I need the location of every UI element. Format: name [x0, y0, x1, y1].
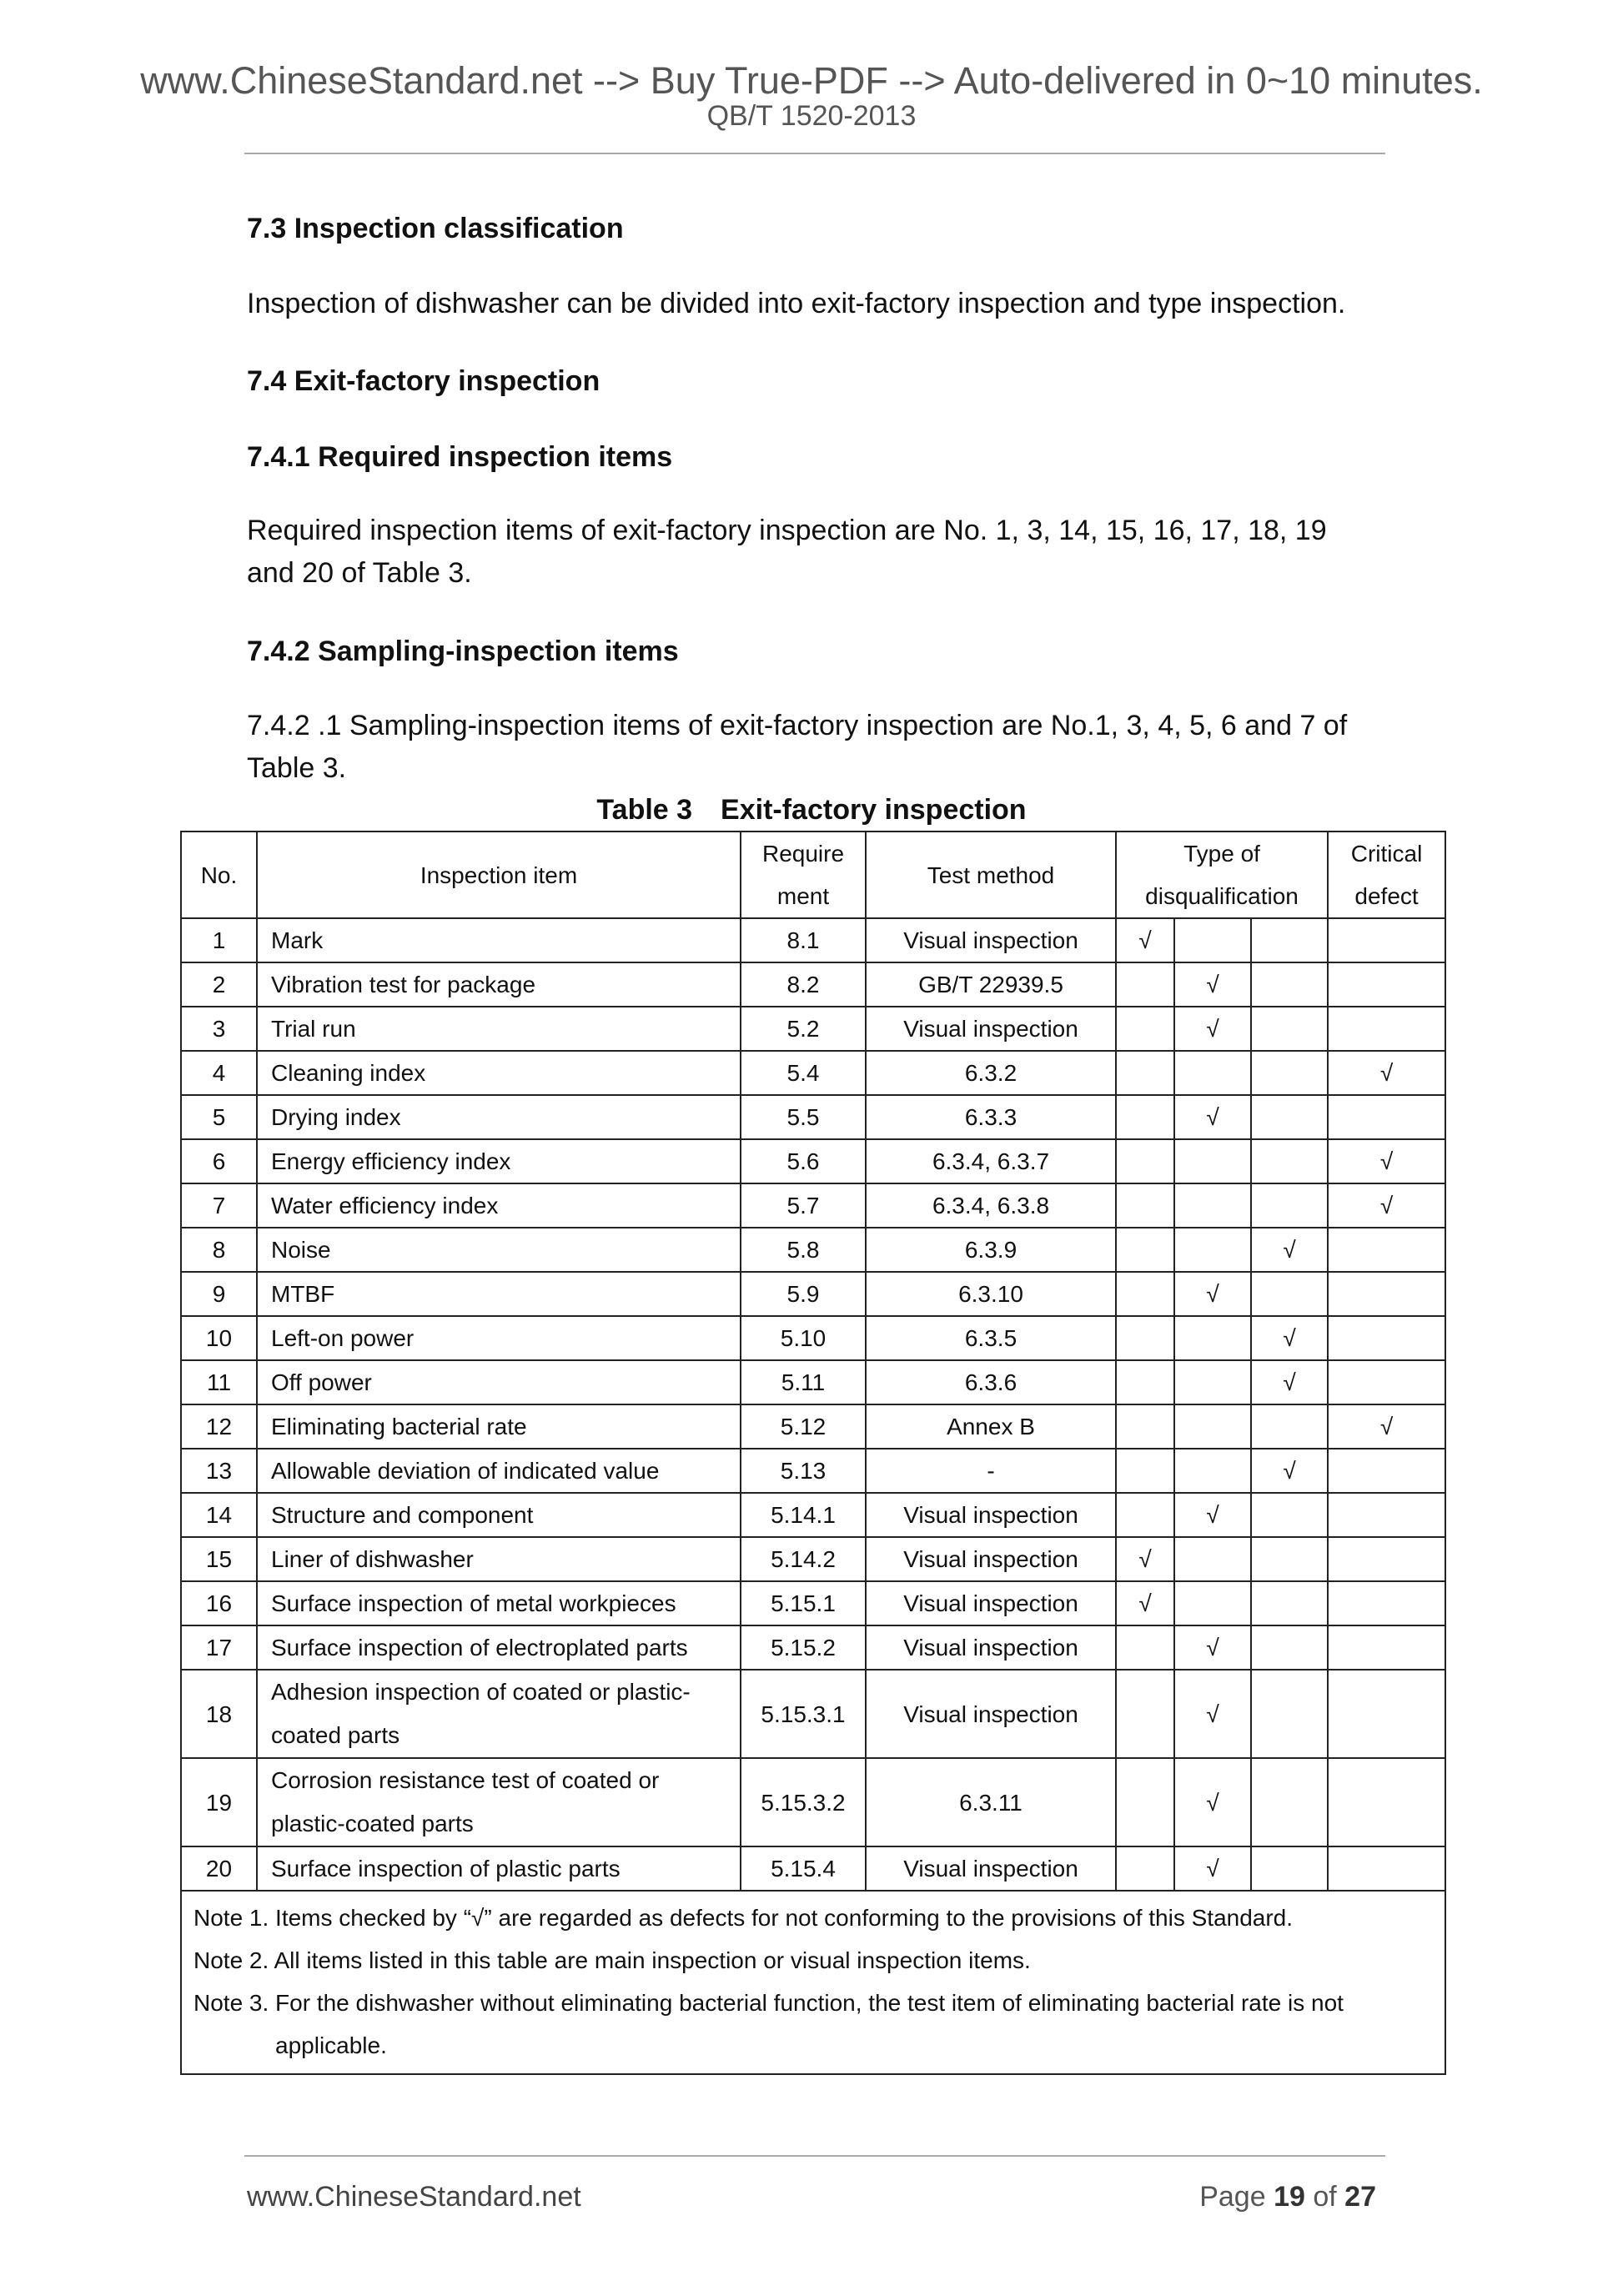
- table-row: [181, 1625, 1445, 1670]
- cell-disqualification-a: [1116, 1139, 1174, 1183]
- cell-disqualification-b: [1174, 918, 1251, 962]
- table-row: [181, 1404, 1445, 1449]
- cell-no: 12: [181, 1404, 257, 1449]
- cell-disqualification-b: √: [1174, 1095, 1251, 1139]
- cell-critical-defect: [1328, 918, 1445, 962]
- cell-disqualification-b: √: [1174, 1670, 1251, 1758]
- cell-test-method: 6.3.9: [866, 1228, 1116, 1272]
- cell-critical-defect: [1328, 1537, 1445, 1581]
- cell-inspection-item: Noise: [257, 1228, 741, 1272]
- cell-requirement: 5.2: [741, 1007, 866, 1051]
- cell-requirement: 5.14.1: [741, 1493, 866, 1537]
- cell-no: 2: [181, 962, 257, 1007]
- cell-test-method: 6.3.5: [866, 1316, 1116, 1360]
- cell-test-method: -: [866, 1449, 1116, 1493]
- cell-requirement: 5.14.2: [741, 1537, 866, 1581]
- cell-critical-defect: √: [1328, 1183, 1445, 1228]
- cell-critical-defect: [1328, 1758, 1445, 1846]
- cell-inspection-item: Off power: [257, 1360, 741, 1404]
- cell-disqualification-b: √: [1174, 1007, 1251, 1051]
- cell-disqualification-a: [1116, 1051, 1174, 1095]
- table-row: [181, 1316, 1445, 1360]
- cell-requirement: 5.15.3.1: [741, 1670, 866, 1758]
- cell-requirement: 5.10: [741, 1316, 866, 1360]
- table-row: [181, 1846, 1445, 1891]
- cell-no: 6: [181, 1139, 257, 1183]
- table-row: [181, 1139, 1445, 1183]
- table-row: [181, 1051, 1445, 1095]
- header-type-of-disqualification: [1116, 831, 1328, 918]
- cell-requirement: 5.8: [741, 1228, 866, 1272]
- paragraph-7-4-2-1: [247, 705, 1391, 790]
- cell-critical-defect: √: [1328, 1051, 1445, 1095]
- cell-disqualification-a: [1116, 1360, 1174, 1404]
- table-header-row: [181, 831, 1445, 918]
- cell-disqualification-c: √: [1251, 1316, 1328, 1360]
- note-2: Note 2. All items listed in this table are main inspection or visual inspection items.: [193, 1947, 1031, 1973]
- paragraph-7-4-1: [247, 510, 1391, 595]
- cell-inspection-item: MTBF: [257, 1272, 741, 1316]
- table-row: [181, 1758, 1445, 1846]
- cell-no: 17: [181, 1625, 257, 1670]
- cell-disqualification-c: [1251, 1272, 1328, 1316]
- cell-inspection-item: Left-on power: [257, 1316, 741, 1360]
- header-text: ment: [776, 883, 830, 909]
- cell-requirement: 5.12: [741, 1404, 866, 1449]
- cell-disqualification-a: [1116, 1493, 1174, 1537]
- table-row: [181, 1360, 1445, 1404]
- cell-inspection-item: Trial run: [257, 1007, 741, 1051]
- cell-inspection-item: Surface inspection of plastic parts: [257, 1846, 741, 1891]
- table-row: [181, 1537, 1445, 1581]
- cell-inspection-item: Cleaning index: [257, 1051, 741, 1095]
- table-row: [181, 1272, 1445, 1316]
- cell-disqualification-a: [1116, 1449, 1174, 1493]
- cell-disqualification-b: √: [1174, 1846, 1251, 1891]
- cell-disqualification-b: [1174, 1228, 1251, 1272]
- table-row: [181, 962, 1445, 1007]
- cell-test-method: 6.3.3: [866, 1095, 1116, 1139]
- cell-requirement: 5.9: [741, 1272, 866, 1316]
- cell-test-method: Visual inspection: [866, 1670, 1116, 1758]
- note-3: Note 3. For the dishwasher without eliminating bacterial function, the test item of eliminating bacterial rate is not: [193, 1990, 1344, 2016]
- header-divider: [244, 153, 1385, 154]
- cell-disqualification-a: √: [1116, 918, 1174, 962]
- cell-disqualification-c: [1251, 1537, 1328, 1581]
- cell-disqualification-a: [1116, 1183, 1174, 1228]
- cell-critical-defect: [1328, 1493, 1445, 1537]
- cell-no: 18: [181, 1670, 257, 1758]
- page-number: [1199, 2181, 1376, 2213]
- cell-critical-defect: [1328, 1449, 1445, 1493]
- cell-no: 19: [181, 1758, 257, 1846]
- cell-inspection-item: [257, 1670, 741, 1758]
- cell-inspection-item: Structure and component: [257, 1493, 741, 1537]
- paragraph-line: Required inspection items of exit-factory inspection are No. 1, 3, 14, 15, 16, 17, 18, 19: [247, 515, 1327, 546]
- cell-disqualification-a: [1116, 1316, 1174, 1360]
- cell-disqualification-b: [1174, 1139, 1251, 1183]
- page-label: Page: [1199, 2181, 1266, 2213]
- cell-disqualification-b: √: [1174, 962, 1251, 1007]
- cell-disqualification-a: [1116, 1095, 1174, 1139]
- cell-disqualification-a: [1116, 1625, 1174, 1670]
- cell-inspection-item: Energy efficiency index: [257, 1139, 741, 1183]
- cell-requirement: 5.15.3.2: [741, 1758, 866, 1846]
- cell-test-method: 6.3.6: [866, 1360, 1116, 1404]
- cell-disqualification-b: [1174, 1316, 1251, 1360]
- cell-requirement: 5.15.4: [741, 1846, 866, 1891]
- table-row: [181, 1670, 1445, 1758]
- header-text: Type of: [1183, 841, 1260, 867]
- cell-disqualification-c: [1251, 1493, 1328, 1537]
- cell-test-method: 6.3.2: [866, 1051, 1116, 1095]
- cell-test-method: Visual inspection: [866, 1846, 1116, 1891]
- cell-requirement: 5.7: [741, 1183, 866, 1228]
- header-text: disqualification: [1145, 883, 1299, 909]
- exit-factory-inspection-table: [180, 831, 1446, 2075]
- table-caption: Table 3 Exit-factory inspection: [596, 794, 1027, 826]
- header-critical-defect: [1328, 831, 1445, 918]
- cell-critical-defect: [1328, 1228, 1445, 1272]
- cell-disqualification-a: √: [1116, 1581, 1174, 1625]
- cell-requirement: 5.15.2: [741, 1625, 866, 1670]
- cell-disqualification-a: [1116, 1007, 1174, 1051]
- cell-critical-defect: [1328, 1625, 1445, 1670]
- cell-test-method: 6.3.4, 6.3.8: [866, 1183, 1116, 1228]
- cell-test-method: Visual inspection: [866, 1493, 1116, 1537]
- cell-no: 1: [181, 918, 257, 962]
- cell-disqualification-a: √: [1116, 1537, 1174, 1581]
- cell-critical-defect: √: [1328, 1404, 1445, 1449]
- cell-test-method: Visual inspection: [866, 1625, 1116, 1670]
- header-requirement: [741, 831, 866, 918]
- cell-critical-defect: [1328, 1670, 1445, 1758]
- cell-inspection-item: Vibration test for package: [257, 962, 741, 1007]
- page-current: 19: [1274, 2181, 1305, 2213]
- cell-disqualification-b: [1174, 1537, 1251, 1581]
- cell-critical-defect: [1328, 1272, 1445, 1316]
- table-row: [181, 918, 1445, 962]
- cell-inspection-item: Allowable deviation of indicated value: [257, 1449, 741, 1493]
- header-inspection-item: Inspection item: [257, 831, 741, 918]
- cell-critical-defect: [1328, 1316, 1445, 1360]
- header-text: defect: [1354, 883, 1419, 909]
- table-row: [181, 1183, 1445, 1228]
- cell-critical-defect: [1328, 1360, 1445, 1404]
- cell-inspection-item: Eliminating bacterial rate: [257, 1404, 741, 1449]
- paragraph-line: Table 3.: [247, 752, 347, 784]
- cell-disqualification-c: [1251, 918, 1328, 962]
- cell-no: 14: [181, 1493, 257, 1537]
- table-row: [181, 1493, 1445, 1537]
- cell-no: 8: [181, 1228, 257, 1272]
- cell-disqualification-b: [1174, 1360, 1251, 1404]
- cell-no: 15: [181, 1537, 257, 1581]
- note-3-continued: applicable.: [275, 2032, 387, 2058]
- cell-text: Corrosion resistance test of coated or: [271, 1767, 660, 1793]
- cell-disqualification-c: √: [1251, 1449, 1328, 1493]
- cell-inspection-item: Surface inspection of metal workpieces: [257, 1581, 741, 1625]
- table-row: [181, 1581, 1445, 1625]
- cell-inspection-item: Mark: [257, 918, 741, 962]
- header-text: Critical: [1350, 841, 1423, 867]
- cell-no: 11: [181, 1360, 257, 1404]
- cell-test-method: 6.3.10: [866, 1272, 1116, 1316]
- cell-disqualification-c: [1251, 1095, 1328, 1139]
- cell-disqualification-c: [1251, 1581, 1328, 1625]
- cell-disqualification-b: [1174, 1449, 1251, 1493]
- table-row: [181, 1095, 1445, 1139]
- table-row: [181, 1007, 1445, 1051]
- cell-disqualification-a: [1116, 1846, 1174, 1891]
- cell-disqualification-c: √: [1251, 1360, 1328, 1404]
- cell-test-method: Visual inspection: [866, 1537, 1116, 1581]
- cell-disqualification-c: [1251, 1051, 1328, 1095]
- cell-test-method: Annex B: [866, 1404, 1116, 1449]
- table-row: [181, 1449, 1445, 1493]
- cell-critical-defect: [1328, 1581, 1445, 1625]
- cell-inspection-item: Surface inspection of electroplated parts: [257, 1625, 741, 1670]
- cell-requirement: 5.15.1: [741, 1581, 866, 1625]
- header-no: No.: [181, 831, 257, 918]
- cell-disqualification-c: [1251, 1007, 1328, 1051]
- cell-disqualification-c: √: [1251, 1228, 1328, 1272]
- table-notes-row: [181, 1891, 1445, 2074]
- cell-no: 13: [181, 1449, 257, 1493]
- footer-divider: [244, 2155, 1385, 2157]
- cell-disqualification-c: [1251, 1139, 1328, 1183]
- note-1: Note 1. Items checked by “√” are regarded as defects for not conforming to the provisions of this Standard.: [193, 1905, 1294, 1931]
- cell-test-method: 6.3.4, 6.3.7: [866, 1139, 1116, 1183]
- footer-website-link[interactable]: www.ChineseStandard.net: [247, 2181, 581, 2213]
- cell-disqualification-c: [1251, 1625, 1328, 1670]
- paragraph-line: and 20 of Table 3.: [247, 557, 472, 589]
- cell-disqualification-c: [1251, 962, 1328, 1007]
- cell-critical-defect: [1328, 962, 1445, 1007]
- heading-7-3: 7.3 Inspection classification: [247, 213, 624, 244]
- cell-test-method: 6.3.11: [866, 1758, 1116, 1846]
- cell-disqualification-c: [1251, 1183, 1328, 1228]
- cell-disqualification-a: [1116, 1272, 1174, 1316]
- cell-test-method: Visual inspection: [866, 1007, 1116, 1051]
- heading-7-4: 7.4 Exit-factory inspection: [247, 365, 600, 397]
- download-banner[interactable]: www.ChineseStandard.net --> Buy True-PDF --> Auto-delivered in 0~10 minutes.: [140, 59, 1483, 102]
- cell-no: 5: [181, 1095, 257, 1139]
- cell-no: 16: [181, 1581, 257, 1625]
- cell-no: 7: [181, 1183, 257, 1228]
- cell-disqualification-c: [1251, 1404, 1328, 1449]
- cell-text: coated parts: [271, 1722, 400, 1748]
- cell-disqualification-b: √: [1174, 1272, 1251, 1316]
- cell-inspection-item: [257, 1758, 741, 1846]
- cell-text: plastic-coated parts: [271, 1811, 474, 1836]
- page-total: 27: [1344, 2181, 1376, 2213]
- paragraph-line: 7.4.2 .1 Sampling-inspection items of exit-factory inspection are No.1, 3, 4, 5, 6 and 7 of: [247, 710, 1348, 741]
- cell-no: 20: [181, 1846, 257, 1891]
- heading-7-4-2: 7.4.2 Sampling-inspection items: [247, 636, 679, 667]
- cell-disqualification-a: [1116, 1228, 1174, 1272]
- cell-requirement: 5.4: [741, 1051, 866, 1095]
- cell-disqualification-c: [1251, 1758, 1328, 1846]
- header-test-method: Test method: [866, 831, 1116, 918]
- document-id: QB/T 1520-2013: [706, 100, 917, 132]
- cell-requirement: 5.6: [741, 1139, 866, 1183]
- cell-inspection-item: Liner of dishwasher: [257, 1537, 741, 1581]
- cell-disqualification-b: [1174, 1183, 1251, 1228]
- cell-disqualification-c: [1251, 1846, 1328, 1891]
- cell-disqualification-b: √: [1174, 1758, 1251, 1846]
- cell-disqualification-a: [1116, 1670, 1174, 1758]
- cell-no: 4: [181, 1051, 257, 1095]
- cell-critical-defect: [1328, 1095, 1445, 1139]
- heading-7-4-1: 7.4.1 Required inspection items: [247, 441, 673, 473]
- cell-critical-defect: [1328, 1007, 1445, 1051]
- cell-disqualification-b: √: [1174, 1493, 1251, 1537]
- cell-no: 3: [181, 1007, 257, 1051]
- cell-requirement: 8.1: [741, 918, 866, 962]
- cell-no: 9: [181, 1272, 257, 1316]
- cell-text: Adhesion inspection of coated or plastic-: [271, 1679, 691, 1705]
- cell-inspection-item: Drying index: [257, 1095, 741, 1139]
- cell-requirement: 5.11: [741, 1360, 866, 1404]
- cell-requirement: 5.13: [741, 1449, 866, 1493]
- cell-disqualification-b: [1174, 1581, 1251, 1625]
- cell-test-method: GB/T 22939.5: [866, 962, 1116, 1007]
- cell-disqualification-a: [1116, 962, 1174, 1007]
- header-text: Require: [761, 841, 845, 867]
- cell-disqualification-a: [1116, 1404, 1174, 1449]
- cell-critical-defect: √: [1328, 1139, 1445, 1183]
- cell-disqualification-b: √: [1174, 1625, 1251, 1670]
- cell-no: 10: [181, 1316, 257, 1360]
- cell-test-method: Visual inspection: [866, 1581, 1116, 1625]
- cell-disqualification-a: [1116, 1758, 1174, 1846]
- table-row: [181, 1228, 1445, 1272]
- cell-critical-defect: [1328, 1846, 1445, 1891]
- cell-requirement: 5.5: [741, 1095, 866, 1139]
- cell-inspection-item: Water efficiency index: [257, 1183, 741, 1228]
- table-notes: [181, 1891, 1445, 2074]
- cell-disqualification-b: [1174, 1404, 1251, 1449]
- cell-test-method: Visual inspection: [866, 918, 1116, 962]
- cell-requirement: 8.2: [741, 962, 866, 1007]
- cell-disqualification-b: [1174, 1051, 1251, 1095]
- paragraph-7-3: Inspection of dishwasher can be divided into exit-factory inspection and type inspection.: [247, 288, 1346, 319]
- page-of-label: of: [1313, 2181, 1337, 2213]
- cell-disqualification-c: [1251, 1670, 1328, 1758]
